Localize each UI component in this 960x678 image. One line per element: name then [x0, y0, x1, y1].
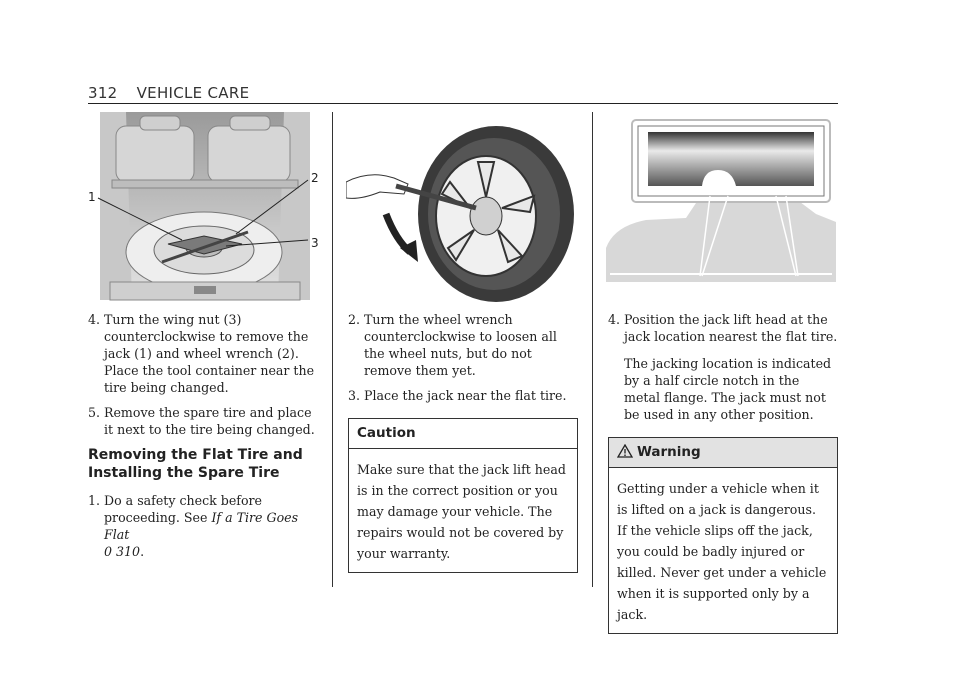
step-text: Turn the wing nut (3) counterclockwise to remove the jack (1) and wheel wrench (2). Place the tool container near the tire being changed. — [104, 312, 315, 395]
warning-title: Warning — [637, 444, 701, 460]
list-item: 4. Position the jack lift head at the jack location nearest the flat tire. The jacking location is indicated by a half circle notch in the metal flange. The jack must not be used in any other position. — [608, 312, 838, 422]
header-rule — [88, 103, 838, 104]
list-item: 1. Do a safety check before proceeding. See If a Tire Goes Flat 0 310. — [88, 492, 324, 560]
list-item: 4. Turn the wing nut (3) counterclockwise to remove the jack (1) and wheel wrench (2). Place the tool container near the tire being changed. — [88, 311, 324, 396]
step-text: Do a safety check before proceeding. See If a Tire Goes Flat 0 310. — [104, 493, 299, 559]
trunk-spare-tire-illustration — [86, 112, 322, 302]
steps-list-1 — [88, 311, 324, 438]
column-divider-1 — [332, 112, 333, 587]
steps-list-3 — [348, 311, 578, 404]
list-item: 3. Place the jack near the flat tire. — [348, 387, 578, 404]
column-divider-2 — [592, 112, 593, 587]
list-item: 5. Remove the spare tire and place it next to the tire being changed. — [88, 404, 324, 438]
callout-2: 2 — [311, 171, 319, 185]
column-1 — [88, 311, 324, 568]
jacking-location-illustration — [606, 118, 836, 282]
page-header — [88, 84, 249, 102]
step-text: Remove the spare tire and place it next to the tire being changed. — [104, 405, 315, 437]
caution-body: Make sure that the jack lift head is in the correct position or you may damage your vehicle. The repairs would not be covered by your warranty. — [357, 462, 566, 561]
caution-box — [348, 418, 578, 573]
step-subtext: The jacking location is indicated by a half circle notch in the metal flange. The jack must not be used in any other position. — [624, 356, 832, 422]
column-2 — [348, 311, 578, 573]
wheel-wrench-illustration — [346, 116, 578, 306]
section-heading: Removing the Flat Tire and Installing the Spare Tire — [88, 447, 303, 481]
page-ref-icon: 0 — [104, 544, 113, 559]
column-3 — [608, 311, 838, 634]
step-text: Place the jack near the flat tire. — [364, 388, 567, 403]
page-number: 312 — [88, 84, 118, 102]
caution-title: Caution — [349, 419, 577, 449]
warning-body: Getting under a vehicle when it is lifted on a jack is dangerous. If the vehicle slips off the jack, you could be badly injured or killed. Never get under a vehicle when it is supported only by a jack. — [617, 481, 827, 622]
warning-triangle-icon — [617, 444, 633, 458]
step-text: Position the jack lift head at the jack location nearest the flat tire. — [624, 312, 838, 344]
step-text: Turn the wheel wrench counterclockwise to loosen all the wheel nuts, but do not remove them yet. — [364, 312, 557, 378]
callout-1: 1 — [88, 190, 96, 204]
steps-list-2 — [88, 492, 324, 560]
callout-3: 3 — [311, 236, 319, 250]
warning-header — [609, 438, 837, 468]
steps-list-4 — [608, 311, 838, 423]
warning-box — [608, 437, 838, 634]
cross-reference-link[interactable]: If a Tire Goes Flat 0 310 — [104, 510, 299, 559]
section-title: VEHICLE CARE — [136, 84, 250, 102]
list-item: 2. Turn the wheel wrench counterclockwise to loosen all the wheel nuts, but do not remove them yet. — [348, 311, 578, 379]
